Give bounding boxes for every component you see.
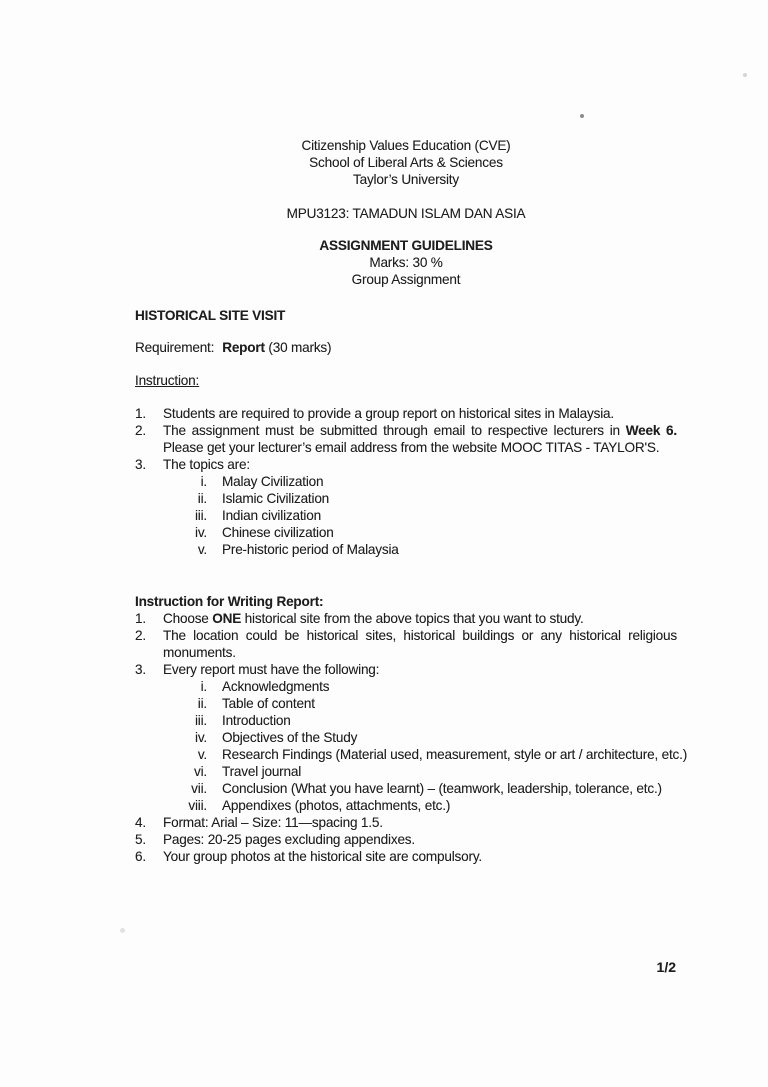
writing-instructions-heading: Instruction for Writing Report: xyxy=(135,594,324,609)
list-item xyxy=(135,610,677,627)
report-section-item xyxy=(135,763,677,780)
list-item-text: Choose ONE historical site from the above topics that you want to study. xyxy=(163,611,584,626)
writing-instruction-list xyxy=(135,610,677,678)
list-item-number: 1. xyxy=(135,406,146,421)
instruction-heading: Instruction: xyxy=(135,373,200,388)
topic-text: Pre-historic period of Malaysia xyxy=(222,542,399,557)
requirement-emphasis: Report xyxy=(222,340,265,355)
org-line-2: School of Liberal Arts & Sciences xyxy=(309,155,503,170)
list-item-number: 2. xyxy=(135,628,146,643)
topic-item xyxy=(135,507,677,524)
report-section-text: Research Findings (Material used, measurement, style or art / architecture, etc.) xyxy=(222,747,688,762)
topic-text: Islamic Civilization xyxy=(222,491,330,506)
list-item-number: 1. xyxy=(135,611,146,626)
report-section-item xyxy=(135,712,677,729)
list-item-text: Every report must have the following: xyxy=(163,662,380,677)
report-section-number: iv. xyxy=(195,730,207,745)
org-line-3: Taylor’s University xyxy=(353,172,459,187)
report-section-text: Travel journal xyxy=(222,764,302,779)
list-item-number: 3. xyxy=(135,457,146,472)
list-item xyxy=(135,848,677,865)
topic-text: Chinese civilization xyxy=(222,525,334,540)
report-section-text: Introduction xyxy=(222,713,291,728)
scan-speck xyxy=(743,73,747,77)
list-item xyxy=(135,456,677,473)
marks-line: Marks: 30 % xyxy=(369,255,443,270)
requirement-line xyxy=(135,339,677,356)
report-section-text: Table of content xyxy=(222,696,315,711)
closing-list xyxy=(135,814,677,865)
topic-number: iv. xyxy=(195,525,207,540)
list-item xyxy=(135,661,677,678)
course-code: MPU3123: TAMADUN ISLAM DAN ASIA xyxy=(286,206,526,221)
topic-item xyxy=(135,541,677,558)
section-title: HISTORICAL SITE VISIT xyxy=(135,308,286,323)
list-item-text: Students are required to provide a group report on historical sites in Malaysia. xyxy=(163,406,614,421)
requirement-label: Requirement: xyxy=(135,340,215,355)
list-item-number: 2. xyxy=(135,423,146,438)
topic-text: Indian civilization xyxy=(222,508,321,523)
report-section-item xyxy=(135,729,677,746)
list-item-number: 6. xyxy=(135,849,146,864)
topic-number: v. xyxy=(197,542,207,557)
report-section-item xyxy=(135,695,677,712)
report-section-item xyxy=(135,797,677,814)
list-item-text: The assignment must be submitted through email to respective lecturers in Week 6. Please get your lecturer’s email address from the website MOOC TITAS - TAYLOR'S. xyxy=(163,423,677,455)
report-section-number: ii. xyxy=(197,696,207,711)
scan-speck xyxy=(580,114,584,118)
topic-text: Malay Civilization xyxy=(222,474,324,489)
list-item xyxy=(135,405,677,422)
report-section-number: iii. xyxy=(194,713,207,728)
list-item xyxy=(135,814,677,831)
list-item xyxy=(135,422,677,456)
report-section-number: v. xyxy=(197,747,207,762)
list-item-text: Pages: 20-25 pages excluding appendixes. xyxy=(163,832,415,847)
page-number: 1/2 xyxy=(656,959,676,975)
assignment-title-block xyxy=(135,237,677,288)
list-item-text: Your group photos at the historical site are compulsory. xyxy=(163,849,483,864)
topic-number: i. xyxy=(200,474,207,489)
list-item xyxy=(135,831,677,848)
topic-item xyxy=(135,524,677,541)
org-line-1: Citizenship Values Education (CVE) xyxy=(301,138,511,153)
topic-item xyxy=(135,490,677,507)
list-item-text: The topics are: xyxy=(163,457,250,472)
report-section-number: vii. xyxy=(191,781,207,796)
list-item-number: 5. xyxy=(135,832,146,847)
report-section-text: Acknowledgments xyxy=(222,679,330,694)
report-section-number: vi. xyxy=(194,764,207,779)
report-section-item xyxy=(135,746,688,763)
topics-list xyxy=(135,473,677,558)
report-sections-list xyxy=(135,678,688,814)
report-section-item xyxy=(135,780,677,797)
list-item-text: Format: Arial – Size: 11—spacing 1.5. xyxy=(163,815,383,830)
report-section-text: Conclusion (What you have learnt) – (teamwork, leadership, tolerance, etc.) xyxy=(222,781,662,796)
report-section-text: Appendixes (photos, attachments, etc.) xyxy=(222,798,451,813)
topic-number: ii. xyxy=(197,491,207,506)
topic-item xyxy=(135,473,677,490)
scan-speck xyxy=(120,928,125,933)
list-item-text: The location could be historical sites, historical buildings or any historical religious monuments. xyxy=(163,628,677,660)
list-item-number: 4. xyxy=(135,815,146,830)
list-item-number: 3. xyxy=(135,662,146,677)
instruction-list xyxy=(135,405,677,473)
report-section-number: i. xyxy=(200,679,207,694)
assignment-type: Group Assignment xyxy=(351,272,461,287)
letterhead xyxy=(135,137,677,188)
topic-number: iii. xyxy=(194,508,207,523)
requirement-suffix: (30 marks) xyxy=(268,340,332,355)
report-section-number: viii. xyxy=(188,798,207,813)
assignment-title: ASSIGNMENT GUIDELINES xyxy=(319,238,493,253)
report-section-text: Objectives of the Study xyxy=(222,730,358,745)
report-section-item xyxy=(135,678,677,695)
list-item xyxy=(135,627,677,661)
